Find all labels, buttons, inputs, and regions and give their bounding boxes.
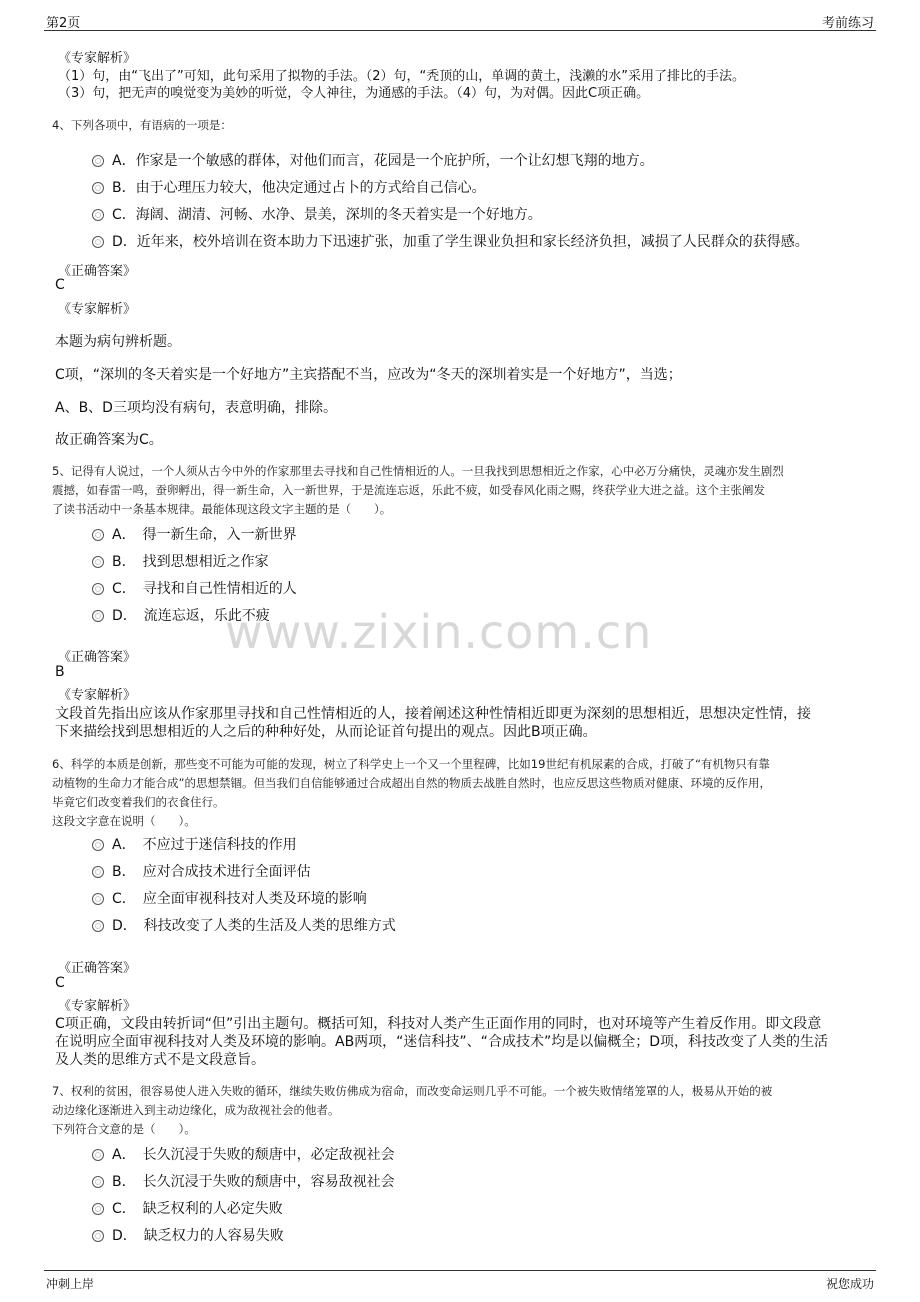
question-5: 震撼，如春雷一鸣，蚕卵孵出，得一新生命，入一新世界，于是流连忘返，乐此不疲，如受春风化雨之赐，终获学业大进之益。这个主张阐发	[52, 483, 765, 497]
question-7: 7、权利的贫困，很容易使人进入失败的循环，继续失败仿佛成为宿命，而改变命运则几乎不可能。一个被失败情绪笼罩的人，极易从开始的被	[52, 1084, 773, 1098]
question-6: 6、科学的本质是创新，那些变不可能为可能的发现，树立了科学史上一个又一个里程碑，比如19世纪有机尿素的合成，打破了“有机物只有靠	[52, 757, 770, 771]
radio-icon[interactable]	[92, 182, 104, 194]
page-number: 第2页	[46, 16, 81, 31]
option-b[interactable]: B．由于心理压力较大，他决定通过占卜的方式给自己信心。	[92, 177, 486, 197]
analysis-line: （1）句，由“飞出了”可知，此句采用了拟物的手法。（2）句，“秃顶的山，单调的黄土，浅濑的水”采用了排比的手法。	[58, 69, 745, 84]
radio-icon[interactable]	[92, 1203, 104, 1215]
page-header	[44, 10, 876, 31]
option-d[interactable]: D．近年来，校外培训在资本助力下迅速扩张，加重了学生课业负担和家长经济负担，减损了人民群众的获得感。	[92, 231, 809, 251]
analysis-line: 故正确答案为C。	[55, 432, 163, 448]
question-7: 动边缘化逐渐进入到主动边缘化，成为敌视社会的他者。	[52, 1103, 340, 1117]
radio-icon[interactable]	[92, 155, 104, 167]
question-6: 毕竟它们改变着我们的衣食住行。	[52, 795, 225, 809]
analysis-line: （3）句，把无声的嗅觉变为美妙的听觉，令人神往，为通感的手法。（4）句，为对偶。因此C项正确。	[58, 86, 650, 101]
option-d[interactable]: D． 科技改变了人类的生活及人类的思维方式	[92, 915, 396, 935]
page-footer	[44, 1270, 876, 1295]
option-a[interactable]: A． 不应过于迷信科技的作用	[92, 834, 297, 854]
option-a[interactable]: A． 得一新生命，入一新世界	[92, 524, 297, 544]
question-7: 下列符合文意的是（ ）。	[52, 1122, 196, 1136]
question-6: 动植物的生命力才能合成”的思想禁锢。但当我们自信能够通过合成超出自然的物质去战胜自然时，也应反思这些物质对健康、环境的反作用，	[52, 776, 771, 790]
footer-left: 冲刺上岸	[46, 1277, 95, 1291]
question-5: 5、记得有人说过，一个人须从古今中外的作家那里去寻找和自己性情相近的人。一旦我找到思想相近之作家，心中必万分痛快，灵魂亦发生剧烈	[52, 464, 784, 478]
analysis-line: 文段首先指出应该从作家那里寻找和自己性情相近的人，接着阐述这种性情相近即更为深刻的思想相近，思想决定性情，接	[55, 706, 811, 722]
answer-value: C	[55, 975, 65, 991]
analysis-line: 下来描绘找到思想相近的人之后的种种好处，从而论证首句提出的观点。因此B项正确。	[55, 724, 597, 740]
question-6: 这段文字意在说明（ ）。	[52, 814, 196, 828]
radio-icon[interactable]	[92, 893, 104, 905]
radio-icon[interactable]	[92, 866, 104, 878]
analysis-line: 在说明应全面审视科技对人类及环境的影响。AB两项，“迷信科技”、“合成技术”均是以偏概全；D项，科技改变了人类的生活	[55, 1034, 828, 1050]
radio-icon[interactable]	[92, 583, 104, 595]
radio-icon[interactable]	[92, 236, 104, 248]
option-b[interactable]: B． 长久沉浸于失败的颓唐中，容易敌视社会	[92, 1171, 395, 1191]
option-c[interactable]: C． 缺乏权利的人必定失败	[92, 1198, 283, 1218]
question-5: 了读书活动中一条基本规律。最能体现这段文字主题的是（ ）。	[52, 502, 392, 516]
option-d[interactable]: D． 缺乏权力的人容易失败	[92, 1225, 284, 1245]
radio-icon[interactable]	[92, 209, 104, 221]
question-4: 4、下列各项中，有语病的一项是：	[52, 118, 232, 132]
analysis-line: A、B、D三项均没有病句，表意明确，排除。	[55, 400, 337, 416]
footer-right: 祝您成功	[825, 1277, 874, 1291]
option-c[interactable]: C．海阔、湖清、河畅、水净、景美，深圳的冬天着实是一个好地方。	[92, 204, 542, 224]
answer-label: 《正确答案》	[58, 961, 137, 976]
radio-icon[interactable]	[92, 529, 104, 541]
answer-value: C	[55, 277, 65, 293]
radio-icon[interactable]	[92, 610, 104, 622]
option-a[interactable]: A．作家是一个敏感的群体，对他们而言，花园是一个庇护所，一个让幻想飞翔的地方。	[92, 150, 654, 170]
option-c[interactable]: C． 寻找和自己性情相近的人	[92, 578, 297, 598]
analysis-label: 《专家解析》	[58, 688, 137, 703]
option-b[interactable]: B． 找到思想相近之作家	[92, 551, 269, 571]
analysis-label: 《专家解析》	[58, 302, 137, 317]
option-c[interactable]: C． 应全面审视科技对人类及环境的影响	[92, 888, 367, 908]
watermark: www.zixin.com.cn	[225, 605, 653, 659]
answer-label: 《正确答案》	[58, 650, 137, 665]
radio-icon[interactable]	[92, 839, 104, 851]
radio-icon[interactable]	[92, 920, 104, 932]
radio-icon[interactable]	[92, 1176, 104, 1188]
analysis-label: 《专家解析》	[58, 999, 137, 1014]
option-d[interactable]: D． 流连忘返，乐此不疲	[92, 605, 270, 625]
analysis-line: C项，“深圳的冬天着实是一个好地方”主宾搭配不当，应改为“冬天的深圳着实是一个好地方”，当选；	[55, 367, 682, 383]
answer-value: B	[55, 664, 65, 680]
header-title: 考前练习	[821, 16, 874, 31]
option-a[interactable]: A． 长久沉浸于失败的颓唐中，必定敌视社会	[92, 1144, 395, 1164]
answer-label: 《正确答案》	[58, 264, 137, 279]
option-b[interactable]: B． 应对合成技术进行全面评估	[92, 861, 311, 881]
radio-icon[interactable]	[92, 1149, 104, 1161]
analysis-label: 《专家解析》	[58, 51, 137, 66]
analysis-line: C项正确，文段由转折词“但”引出主题句。概括可知，科技对人类产生正面作用的同时，也对环境等产生着反作用。即文段意	[55, 1016, 822, 1032]
analysis-line: 及人类的思维方式不是文段意旨。	[55, 1052, 265, 1068]
analysis-line: 本题为病句辨析题。	[55, 334, 181, 350]
radio-icon[interactable]	[92, 556, 104, 568]
radio-icon[interactable]	[92, 1230, 104, 1242]
